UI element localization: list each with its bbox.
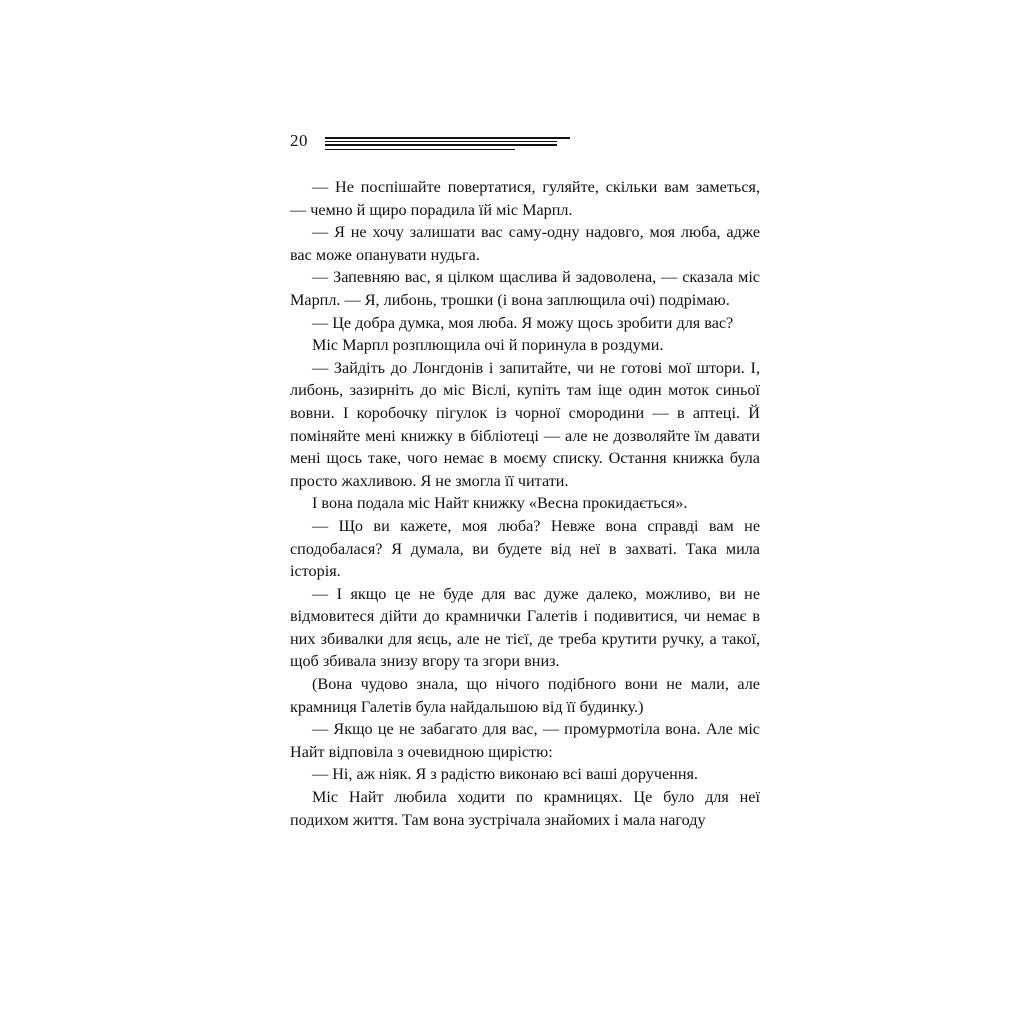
decorative-rule bbox=[325, 141, 557, 142]
decorative-rule bbox=[325, 144, 557, 146]
paragraph: — Я не хочу залишати вас саму-одну надовго, моя люба, адже вас може опанувати нудьга. bbox=[290, 223, 760, 264]
paragraph: — Запевняю вас, я цілком щаслива й задоволена, — сказала міс Марпл. — Я, либонь, трошки (і вона заплющила очі) подрімаю. bbox=[290, 268, 760, 309]
page-number: 20 bbox=[290, 131, 308, 150]
decorative-rule bbox=[325, 137, 570, 139]
paragraph: — Що ви кажете, моя люба? Невже вона справді вам не сподобалася? Я думала, ви будете від неї в захваті. Така мила історія. bbox=[290, 516, 760, 581]
paragraph: — Не поспішайте повертатися, гуляйте, скільки вам заметься, — чемно й щиро порадила їй міс Марпл. bbox=[290, 178, 760, 219]
paragraph: (Вона чудово знала, що нічого подібного вони не мали, але крамниця Галетів була найдальшою від її будинку.) bbox=[290, 675, 760, 716]
paragraph: — Це добра думка, моя люба. Я можу щось зробити для вас? bbox=[312, 313, 734, 332]
paragraph: — Зайдіть до Лонгдонів і запитайте, чи не готові мої штори. І, либонь, зазирніть до міс Віслі, купіть там іще один моток синьої вовни. І коробочку пігулок із чорної смородини — в аптеці. Й поміняйте мені книжку в бібліотеці — але не дозволяйте їм давати мені щось таке, чого немає в моєму списку. Остання книжка була просто жахливою. Я не змогла її читати. bbox=[290, 358, 760, 490]
paragraph: Міс Марпл розплющила очі й поринула в роздуми. bbox=[312, 336, 664, 355]
paragraph: І вона подала міс Найт книжку «Весна прокидається». bbox=[312, 494, 688, 513]
paragraph: — Ні, аж ніяк. Я з радістю виконаю всі ваші доручення. bbox=[312, 765, 698, 784]
body-text bbox=[290, 176, 760, 831]
page-text-column bbox=[290, 130, 760, 831]
paragraph: — І якщо це не буде для вас дуже далеко, можливо, ви не відмовитеся дійти до крамнички Галетів і подивитися, чи немає в них збивалки для яєць, але не тієї, де треба крутити ручку, а такої, щоб збивала знизу вгору та згори вниз. bbox=[290, 584, 760, 671]
decorative-rule bbox=[325, 149, 515, 150]
decorative-rule-group bbox=[325, 137, 570, 151]
paragraph: — Якщо це не забагато для вас, — промурмотіла вона. Але міс Найт відповіла з очевидною щирістю: bbox=[290, 720, 760, 761]
running-head bbox=[290, 130, 760, 164]
paragraph: Міс Найт любила ходити по крамницях. Це було для неї подихом життя. Там вона зустрічала знайомих і мала нагоду bbox=[290, 788, 760, 829]
